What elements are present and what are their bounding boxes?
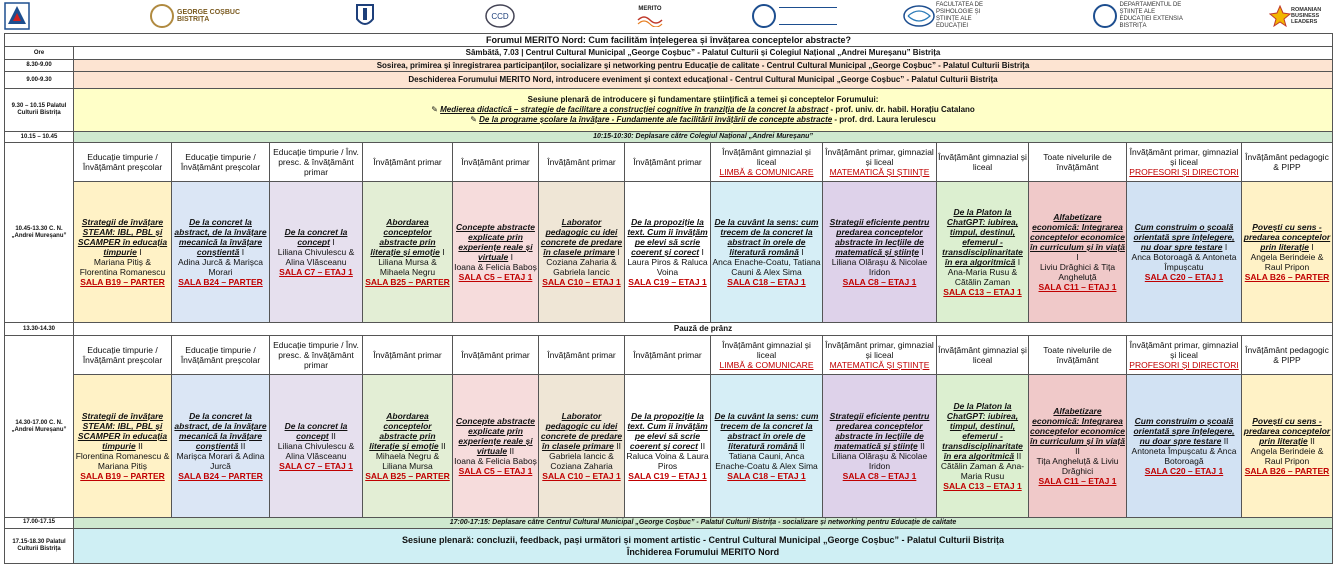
merito-waves-icon [637,13,663,27]
session-number: II [1016,451,1022,462]
opening-row [5,72,1333,89]
workshop-title: Povești cu sens - predarea conceptelor prin literație [1243,222,1331,253]
workshop-title: Povești cu sens - predarea conceptelor prin literație [1243,416,1331,447]
level-label: Învățământ primar [547,157,616,168]
university-logo [748,2,840,30]
time-lunch: 13.30-14.30 [5,323,74,335]
afternoon-header-4 [363,335,453,374]
morning-workshop-11 [1029,182,1127,323]
workshop-presenters: Liliana Chivulescu & Alina Vlăsceanu [277,247,355,268]
workshop-presenters: Coziana Zaharia & Gabriela Iancic [546,257,617,278]
track-label: PROFESORI ȘI DIRECTORI [1129,359,1239,370]
morning-header-13 [1242,142,1333,181]
morning-header-10 [937,142,1029,181]
isj-emblem-icon [355,3,375,29]
workshop-presenters: Adina Jurcă & Marișca Morari [177,257,264,278]
session-number: I [442,247,445,258]
level-label: Învățământ primar [373,157,442,168]
psychology-faculty-emblem-icon [902,4,936,28]
morning-workshop-8 [711,182,823,323]
afternoon-workshop-5 [453,375,539,518]
opening-session: Deschiderea Forumului MERITO Nord, introducere eveniment și context educațional - Centrul Cultural Municipal „George Coșbuc” - Palatul Culturii Bistrița [74,72,1333,89]
workshop-room: SALA B26 – PARTER [1244,466,1330,477]
morning-workshop-4 [363,182,453,323]
workshop-room: SALA C11 – ETAJ 1 [1038,282,1117,293]
level-label: Învățământ gimnazial și liceal [722,147,811,168]
session-number: II [441,441,446,452]
level-label: Învățământ primar [461,157,530,168]
level-label: Învățământ gimnazial și liceal [938,152,1027,173]
level-label: Învățământ gimnazial și liceal [938,344,1027,365]
afternoon-workshop-12 [1127,375,1242,518]
morning-header-5 [453,142,539,181]
department-seal-icon [1093,4,1117,28]
workshop-presenters: Tatiana Cauni, Anca Enache-Coatu & Alex Sima [715,451,818,472]
university-seal-icon [752,4,776,28]
workshop-title: Alfabetizare economică: Integrarea conceptelor economice în curriculum și în viață [1030,212,1125,253]
time-arrival: 8.30-9.00 [5,59,74,71]
ccd-logo [483,2,517,30]
return-row [5,518,1333,528]
level-label: Educație timpurie / Înv. presc. & învățământ primar [273,339,359,370]
plenary-talk-1 [75,105,1331,115]
workshop-presenters: Mihaela Negru & Liliana Mursa [375,451,440,472]
level-label: Învățământ primar [461,349,530,360]
session-number: II [138,441,143,452]
session-number: I [617,247,620,258]
workshop-title: Cum construim o școală orientată spre înțelegere, nu doar spre testare [1133,222,1235,253]
lunch-break: Pauză de prânz [74,323,1333,335]
workshop-room: SALA C7 – ETAJ 1 [279,461,353,472]
workshop-presenters: Florentina Romanescu & Mariana Pitiș [75,451,170,472]
morning-workshop-3 [270,182,363,323]
workshop-presenters: Liliana Mursa & Mihaela Negru [378,257,437,278]
level-label: Învățământ pedagogic & PIPP [1245,152,1329,173]
level-label: Învățământ primar, gimnazial și liceal [1129,339,1239,360]
time-return: 17.00-17.15 [5,518,74,528]
workshop-title: De la concret la abstract, de la învățare mecanică la învățare conștientă [174,217,267,258]
morning-header-4 [363,142,453,181]
workshop-presenters: Anca Enache-Coatu, Tatiana Cauni & Alex Sima [712,257,821,278]
morning-workshop-7 [625,182,711,323]
session-number: II [509,446,515,457]
afternoon-header-12 [1127,335,1242,374]
plenary-talk-2 [75,115,1331,125]
department-logo: DEPARTAMENTUL DE ȘTIINȚE ALE EDUCAȚIEI EXTENSIA BISTRIȚA [1090,2,1190,30]
arrival-row [5,59,1333,71]
workshop-title: De la propoziție la text. Cum îi învățăm pe elevi să scrie coerent și corect [627,217,708,258]
track-label: MATEMATICĂ ȘI ȘTIINȚE [829,359,930,370]
session-number: II [331,431,336,442]
level-label: Educație timpurie / Învățământ preșcolar [82,152,163,173]
session-number: II [920,441,925,452]
workshop-title: Alfabetizare economică: Integrarea conceptelor economice în curriculum și în viață [1030,406,1125,447]
workshop-room: SALA B24 – PARTER [178,277,263,288]
session-number: II [1075,446,1080,457]
level-label: Învățământ primar [547,349,616,360]
afternoon-workshop-4 [363,375,453,518]
time-afternoon: 14.30-17.00 C. N. „Andrei Mureșanu” [5,335,74,518]
morning-header-12 [1127,142,1242,181]
morning-header-3 [270,142,363,181]
pencil-icon: ✎ [470,115,477,125]
afternoon-header-5 [453,335,539,374]
morning-header-6 [539,142,625,181]
george-cosbuc-logo: GEORGE COȘBUC BISTRIȚA [150,2,250,30]
afternoon-header-1 [74,335,172,374]
session-number: I [241,247,245,258]
date-row [5,47,1333,59]
workshop-room: SALA C20 – ETAJ 1 [1144,272,1224,283]
workshop-presenters: Antoneta Împușcatu & Anca Botoroagă [1131,446,1237,467]
workshop-room: SALA C10 – ETAJ 1 [542,471,621,482]
svg-text:CCD: CCD [491,12,509,21]
workshop-title: Laborator pedagogic cu idei concrete de predare în clasele primare [540,217,623,258]
morning-workshop-13 [1242,182,1333,323]
workshop-presenters: Marișca Morari & Adina Jurcă [176,451,265,472]
session-number: II [1223,436,1229,447]
session-number: I [1017,257,1021,268]
workshop-presenters: Tița Angheluță & Liviu Drăghici [1036,456,1119,477]
time-plenary: 9.30 – 10.15 Palatul Culturii Bistrița [5,88,74,132]
afternoon-workshop-10 [937,375,1029,518]
workshop-presenters: Liliana Olărașu & Nicolae Iridon [831,451,928,472]
morning-header-2 [172,142,270,181]
level-label: Toate nivelurile de învățământ [1043,152,1112,173]
workshop-room: SALA B19 – PARTER [80,277,165,288]
morning-workshop-9 [823,182,937,323]
workshop-room: SALA C8 – ETAJ 1 [842,471,917,482]
plenary-intro: Sesiune plenară de introducere și fundamentare științifică a temei și conceptelor Forumului: [527,95,879,105]
track-label: LIMBĂ & COMUNICARE [719,359,814,370]
level-label: Învățământ primar, gimnazial și liceal [825,339,934,360]
workshop-presenters: Angela Berindeie & Raul Pripon [1250,252,1324,273]
workshop-title: Strategii eficiente pentru predarea conceptelor abstracte în lecțiile de matematică și științe [829,217,930,258]
time-morning: 10.45-13.30 C. N. „Andrei Mureșanu” [5,142,74,322]
workshop-title: De la Platon la ChatGPT: iubirea, timpul, destinul, efemerul - transdisciplinaritate în era algoritmică [942,401,1023,462]
asm-logo [4,2,30,30]
pencil-icon: ✎ [431,105,438,115]
date-line: Sâmbătă, 7.03 | Centrul Cultural Municipal „George Coșbuc” - Palatul Culturii și Colegiul Național „Andrei Mureșanu” Bistrița [74,47,1333,59]
workshop-room: SALA C19 – ETAJ 1 [628,277,707,288]
header-row-morning [5,142,1333,181]
level-label: Învățământ gimnazial și liceal [722,339,811,360]
morning-workshop-5 [453,182,539,323]
track-label: LIMBĂ & COMUNICARE [719,167,814,178]
isj-logo [353,2,377,30]
session-number: I [701,247,704,258]
session-number: I [1311,242,1314,253]
afternoon-workshop-8 [711,375,823,518]
afternoon-workshop-6 [539,375,625,518]
afternoon-header-6 [539,335,625,374]
workshop-presenters: Ana-Maria Rusu & Cătălin Zaman [947,267,1018,288]
workshop-presenters: Liliana Chivulescu & Alina Vlăsceanu [277,441,355,462]
ore-label: Ore [5,47,74,59]
workshop-presenters: Liviu Drăghici & Tița Angheluță [1039,262,1116,283]
time-closing: 17.15-18.30 Palatul Culturii Bistrița [5,528,74,563]
workshop-room: SALA C20 – ETAJ 1 [1144,466,1224,477]
session-number: II [700,441,706,452]
workshop-title: De la concret la concept [284,227,348,248]
morning-workshop-10 [937,182,1029,323]
level-label: Educație timpurie / Învățământ preșcolar [180,152,261,173]
title-row [5,34,1333,47]
session-number: I [1076,252,1079,263]
session-number: II [240,441,246,452]
workshop-room: SALA C8 – ETAJ 1 [842,277,917,288]
workshop-presenters: Gabriela Iancic & Coziana Zaharia [549,451,614,472]
workshop-room: SALA C18 – ETAJ 1 [727,277,806,288]
session-number: I [332,237,335,248]
workshop-presenters: Ioana & Felicia Baboș [454,456,537,467]
morning-header-9 [823,142,937,181]
plenary-talk-1-speaker: - prof. univ. dr. habil. Horațiu Catalano [828,105,975,115]
time-opening: 9.00-9.30 [5,72,74,89]
workshop-room: SALA C5 – ETAJ 1 [458,466,533,477]
afternoon-header-7 [625,335,711,374]
workshop-room: SALA B26 – PARTER [1244,272,1330,283]
workshop-presenters: Raluca Voina & Laura Piros [626,451,709,472]
workshop-title: Concepte abstracte explicate prin experiențe reale și virtuale [456,416,535,457]
workshop-title: Strategii de învățare STEAM: IBL, PBL și SCAMPER în educația timpurie [77,411,168,452]
workshop-presenters: Liliana Olărașu & Nicolae Iridon [831,257,928,278]
level-label: Educație timpurie / Înv. presc. & învățământ primar [273,147,359,178]
header-row-afternoon [5,335,1333,374]
workshop-title: Cum construim o școală orientată spre înțelegere, nu doar spre testare [1133,416,1235,447]
level-label: Educație timpurie / Învățământ preșcolar [180,344,261,365]
closing-session [74,528,1333,563]
workshop-title: De la concret la abstract, de la învățare mecanică la învățare conștientă [174,411,267,452]
workshop-title: Abordarea conceptelor abstracte prin literație și emoție [369,411,439,452]
level-label: Învățământ primar, gimnazial și liceal [825,147,934,168]
workshop-room: SALA C7 – ETAJ 1 [279,267,353,278]
asm-logo-icon [4,2,30,30]
workshop-presenters: Mariana Pitiș & Florentina Romanescu [79,257,166,278]
afternoon-workshop-1 [74,375,172,518]
plenary-row [5,88,1333,132]
workshop-presenters: Cătălin Zaman & Ana-Maria Rusu [940,461,1025,482]
workshop-room: SALA B25 – PARTER [365,277,450,288]
afternoon-workshop-9 [823,375,937,518]
level-label: Educație timpurie / Învățământ preșcolar [82,344,163,365]
afternoon-workshop-3 [270,375,363,518]
workshop-title: Strategii eficiente pentru predarea conceptelor abstracte în lecțiile de matematică și științe [829,411,930,452]
level-label: Învățământ primar [373,349,442,360]
session-number: I [921,247,924,258]
plenary-session [74,88,1333,132]
afternoon-workshop-7 [625,375,711,518]
closing-line-1: Sesiune plenară: concluzii, feedback, pași următori și moment artistic - Centrul Cultural Municipal „George Coșbuc” - Palatul Culturii Bistrița [401,534,1005,545]
afternoon-header-2 [172,335,270,374]
session-number: I [801,247,804,258]
morning-workshop-1 [74,182,172,323]
morning-workshop-6 [539,182,625,323]
lunch-row [5,323,1333,335]
morning-header-1 [74,142,172,181]
arrival-session: Sosirea, primirea și înregistrarea participanților, socializare și networking pentru Educație de calitate - Centrul Cultural Municipal „George Coșbuc” - Palatul Culturii Bistrița [74,59,1333,71]
merito-logo: MERITO [632,2,668,30]
workshop-title: Concepte abstracte explicate prin experiențe reale și virtuale [456,222,535,263]
workshop-title: Laborator pedagogic cu idei concrete de predare în clasele primare [540,411,623,452]
workshop-room: SALA C18 – ETAJ 1 [727,471,806,482]
morning-header-11 [1029,142,1127,181]
psychology-faculty-logo: FACULTATEA DE PSIHOLOGIE ȘI ȘTIINȚE ALE EDUCAȚIEI [900,2,1000,30]
workshop-room: SALA C19 – ETAJ 1 [628,471,707,482]
workshop-room: SALA B24 – PARTER [178,471,263,482]
workshop-room: SALA C13 – ETAJ 1 [943,481,1022,492]
track-label: PROFESORI ȘI DIRECTORI [1129,167,1239,178]
workshop-title: De la cuvânt la sens: cum trecem de la concret la abstract în orele de literatură română [714,217,819,258]
workshop-presenters: Angela Berindeie & Raul Pripon [1250,446,1324,467]
morning-header-7 [625,142,711,181]
level-label: Învățământ pedagogic & PIPP [1245,344,1329,365]
session-number: II [1310,436,1315,447]
return-note: 17:00-17:15: Deplasare către Centrul Cultural Municipal „George Coșbuc” - Palatul Culturii Bistrița - socializare și networking pentru Educație de calitate [74,518,1333,528]
plenary-talk-2-speaker: - prof. drd. Laura Ierulescu [832,115,936,125]
page-title: Forumul MERITO Nord: Cum facilităm înțelegerea și învățarea conceptelor abstracte? [5,34,1333,47]
session-number: I [510,252,513,263]
afternoon-workshop-2 [172,375,270,518]
workshop-room: SALA B19 – PARTER [80,471,165,482]
track-label: MATEMATICĂ ȘI ȘTIINȚE [829,167,930,178]
closing-line-2: Închiderea Forumului MERITO Nord [626,546,780,557]
workshop-title: De la propoziție la text. Cum îi învățăm pe elevi să scrie coerent și corect [627,411,708,452]
romanian-business-leaders-logo: ROMANIAN BUSINESS LEADERS [1266,2,1334,30]
closing-row [5,528,1333,563]
transfer-row [5,132,1333,142]
time-transfer: 10.15 – 10.45 [5,132,74,142]
morning-workshop-2 [172,182,270,323]
level-label: Învățământ primar, gimnazial și liceal [1129,147,1239,168]
afternoon-header-10 [937,335,1029,374]
workshop-title: Abordarea conceptelor abstracte prin literație și emoție [370,217,440,258]
session-number: II [616,441,621,452]
workshop-presenters: Laura Piros & Raluca Voina [627,257,708,278]
workshop-room: SALA C5 – ETAJ 1 [458,272,533,283]
afternoon-workshop-13 [1242,375,1333,518]
ccd-emblem-icon [484,3,516,29]
level-label: Învățământ primar [633,157,702,168]
level-label: Învățământ primar [633,349,702,360]
plenary-talk-2-title: De la programe școlare la învățare - Fundamente ale facilitării învățării de concepte abstracte [479,115,833,125]
session-number: I [1224,242,1228,253]
workshop-row-morning [5,182,1333,323]
workshop-room: SALA C10 – ETAJ 1 [542,277,621,288]
afternoon-header-9 [823,335,937,374]
afternoon-header-11 [1029,335,1127,374]
workshop-presenters: Ioana & Felicia Baboș [454,262,537,273]
workshop-title: De la concret la concept [284,421,348,442]
session-number: II [800,441,805,452]
workshop-title: De la Platon la ChatGPT: iubirea, timpul, destinul, efemerul - transdisciplinaritate în era algoritmică [942,207,1023,268]
rbl-star-icon [1269,5,1291,27]
workshop-room: SALA C13 – ETAJ 1 [943,287,1022,298]
morning-workshop-12 [1127,182,1242,323]
workshop-title: De la cuvânt la sens: cum trecem de la concret la abstract în orele de literatură română [714,411,819,452]
logo-bar [0,0,1336,33]
afternoon-header-13 [1242,335,1333,374]
workshop-row-afternoon [5,375,1333,518]
workshop-title: Strategii de învățare STEAM: IBL, PBL și SCAMPER în educația timpurie [77,217,168,258]
workshop-presenters: Anca Botoroagă & Antoneta Împușcatu [1131,252,1237,273]
george-cosbuc-emblem-icon [150,4,174,28]
program-table [4,33,1333,564]
afternoon-header-3 [270,335,363,374]
afternoon-header-8 [711,335,823,374]
workshop-room: SALA C11 – ETAJ 1 [1038,476,1117,487]
workshop-room: SALA B25 – PARTER [365,471,450,482]
level-label: Toate nivelurile de învățământ [1043,344,1112,365]
transfer-note: 10:15-10:30: Deplasare către Colegiul Național „Andrei Mureșanu” [74,132,1333,142]
plenary-talk-1-title: Medierea didactică – strategie de facilitare a construcției cognitive în tranziția de la concret la abstract [440,105,829,115]
morning-header-8 [711,142,823,181]
afternoon-workshop-11 [1029,375,1127,518]
session-number: I [139,247,142,258]
